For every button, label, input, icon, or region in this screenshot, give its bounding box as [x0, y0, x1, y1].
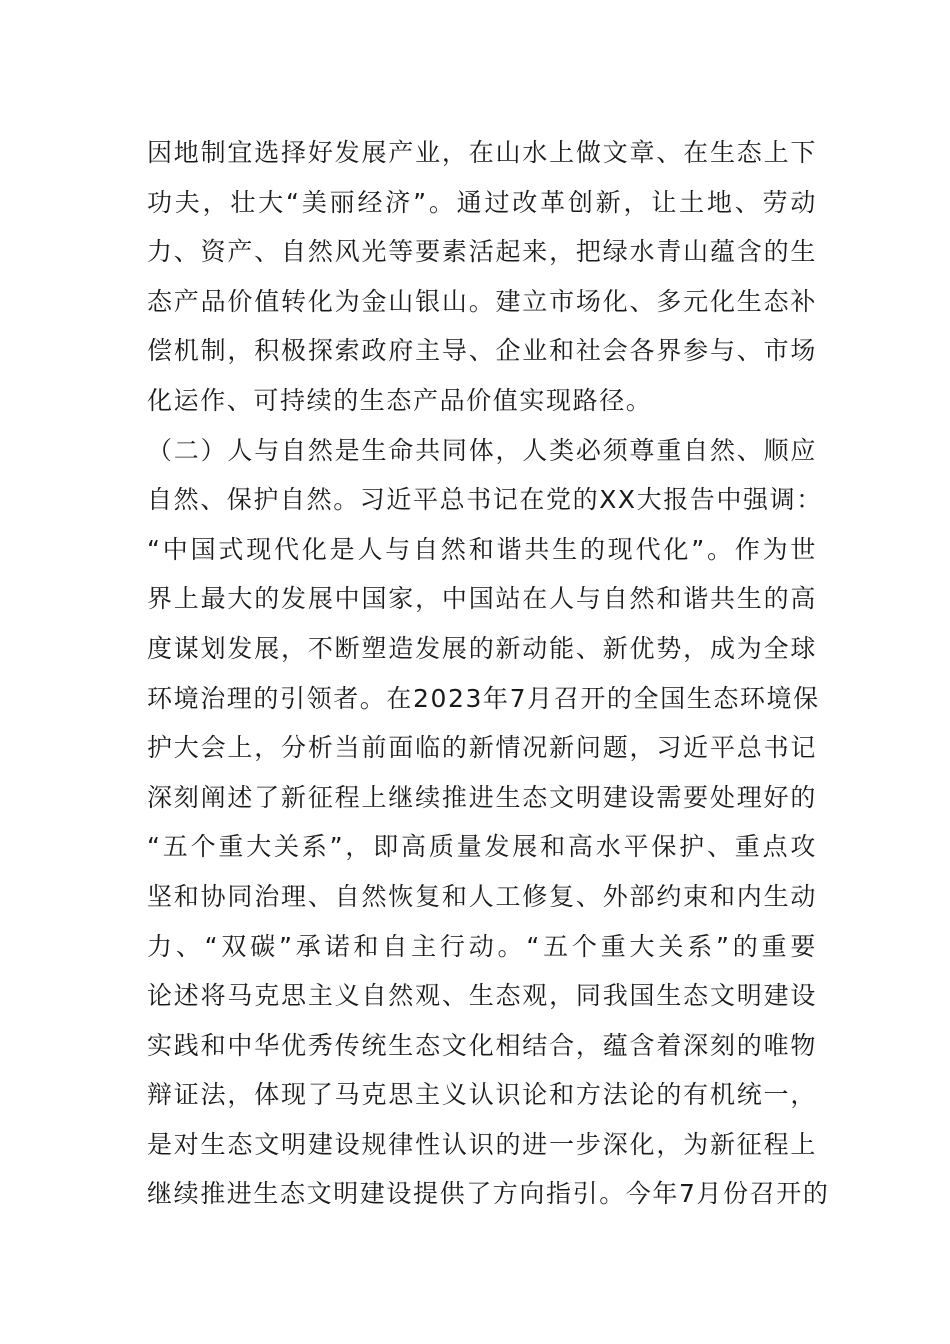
text-line-21: 是对生态文明建设规律性认识的进一步深化，为新征程上 [147, 1129, 817, 1159]
text-line-17: 力、“双碳”承诺和自主行动。“五个重大关系”的重要 [147, 931, 817, 961]
text-line-18: 论述将马克思主义自然观、生态观，同我国生态文明建设 [147, 981, 817, 1011]
text-line-3: 力、资产、自然风光等要素活起来，把绿水青山蕴含的生 [147, 237, 817, 267]
text-line-20: 辩证法，体现了马克思主义认识论和方法论的有机统一， [147, 1080, 817, 1110]
text-line-8: 自然、保护自然。习近平总书记在党的XX大报告中强调： [147, 485, 823, 515]
text-line-12: 环境治理的引领者。在2023年7月召开的全国生态环境保 [147, 683, 820, 713]
text-line-5: 偿机制，积极探索政府主导、企业和社会各界参与、市场 [147, 336, 817, 366]
text-line-14: 深刻阐述了新征程上继续推进生态文明建设需要处理好的 [147, 782, 817, 812]
text-line-19: 实践和中华优秀传统生态文化相结合，蕴含着深刻的唯物 [147, 1030, 817, 1060]
text-line-1: 因地制宜选择好发展产业，在山水上做文章、在生态上下 [147, 138, 817, 167]
text-line-13: 护大会上，分析当前面临的新情况新问题，习近平总书记 [147, 733, 817, 763]
text-line-11: 度谋划发展，不断塑造发展的新动能、新优势，成为全球 [147, 633, 817, 663]
body-text [147, 128, 830, 1219]
text-line-6: 化运作、可持续的生态产品价值实现路径。 [147, 385, 653, 415]
text-line-22: 继续推进生态文明建设提供了方向指引。今年7月份召开的 [147, 1179, 830, 1209]
text-line-15: “五个重大关系”，即高质量发展和高水平保护、重点攻 [147, 832, 817, 862]
text-line-16: 坚和协同治理、自然恢复和人工修复、外部约束和内生动 [147, 881, 817, 911]
text-line-9: “中国式现代化是人与自然和谐共生的现代化”。作为世 [147, 534, 817, 564]
text-line-7: （二）人与自然是生命共同体，人类必须尊重自然、顺应 [147, 435, 817, 465]
text-line-2: 功夫，壮大“美丽经济”。通过改革创新，让土地、劳动 [147, 187, 817, 217]
text-line-4: 态产品价值转化为金山银山。建立市场化、多元化生态补 [147, 286, 817, 316]
text-line-10: 界上最大的发展中国家，中国站在人与自然和谐共生的高 [147, 584, 817, 614]
